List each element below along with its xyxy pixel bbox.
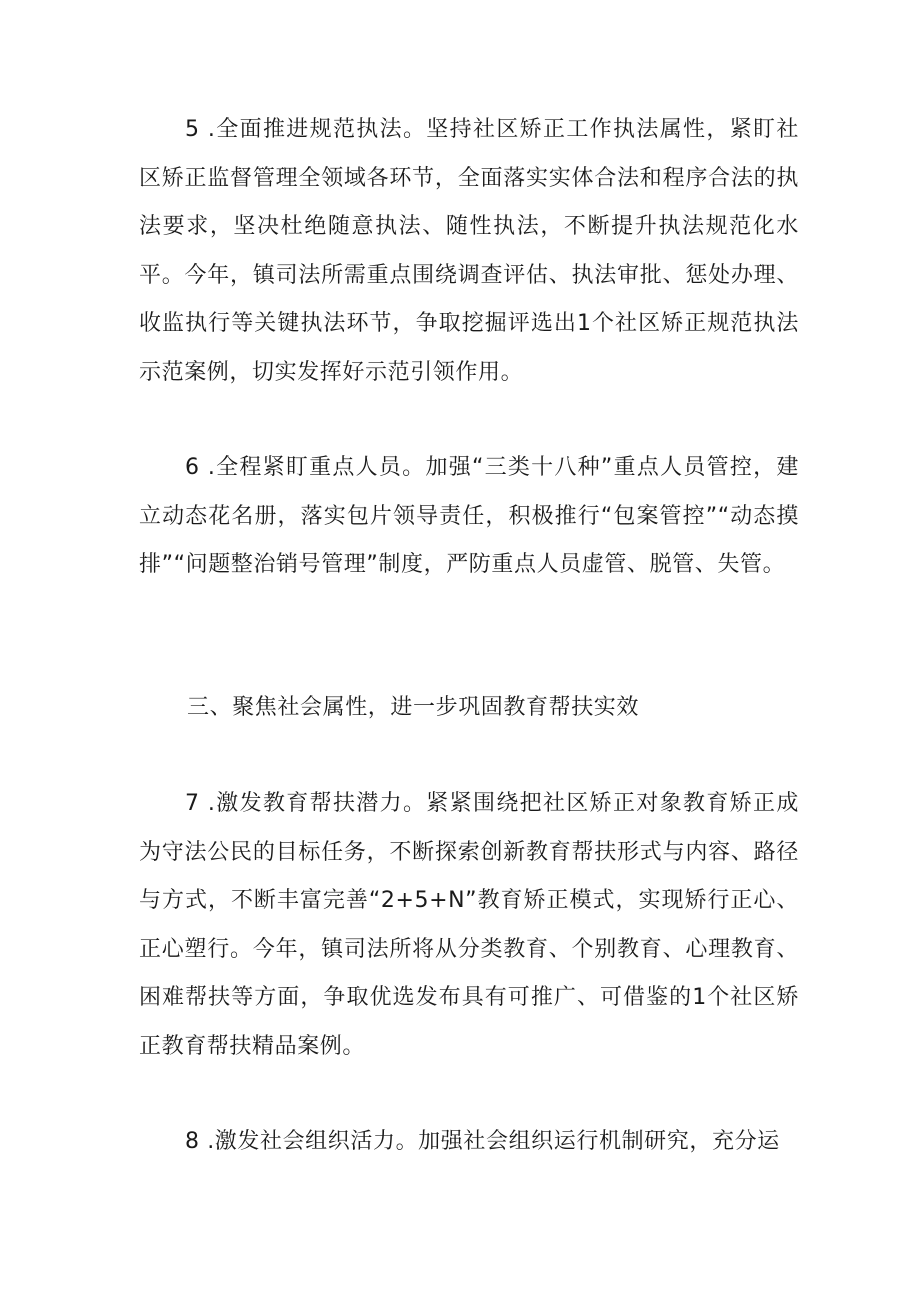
paragraph-5-standardized-law-enforcement: 5 .全面推进规范执法。坚持社区矫正工作执法属性，紧盯社区矫正监督管理全领域各环节，全面落实实体合法和程序合法的执法要求，坚决杜绝随意执法、随性执法，不断提升执法规范化水平。今年，镇司法所需重点围绕调查评估、执法审批、惩处办理、收监执行等关键执法环节，争取挖掘评选出1个社区矫正规范执法示范案例，切实发挥好示范引领作用。	[139, 117, 799, 385]
paragraph-8-social-organization: 8 .激发社会组织活力。加强社会组织运行机制研究，充分运	[185, 1129, 780, 1154]
paragraph-6-key-personnel-monitoring: 6 .全程紧盯重点人员。加强“三类十八种”重点人员管控，建立动态花名册，落实包片领导责任，积极推行“包案管控”“动态摸排”“问题整治销号管理”制度，严防重点人员虚管、脱管、失管。	[139, 455, 799, 578]
section-heading-3: 三、聚焦社会属性，进一步巩固教育帮扶实效	[187, 695, 640, 720]
paragraph-7-education-assistance: 7 .激发教育帮扶潜力。紧紧围绕把社区矫正对象教育矫正成为守法公民的目标任务，不断探索创新教育帮扶形式与内容、路径与方式，不断丰富完善“2+5+N”教育矫正模式，实现矫行正心、正心塑行。今年，镇司法所将从分类教育、个别教育、心理教育、困难帮扶等方面，争取优选发布具有可推广、可借鉴的1个社区矫正教育帮扶精品案例。	[139, 791, 799, 1059]
